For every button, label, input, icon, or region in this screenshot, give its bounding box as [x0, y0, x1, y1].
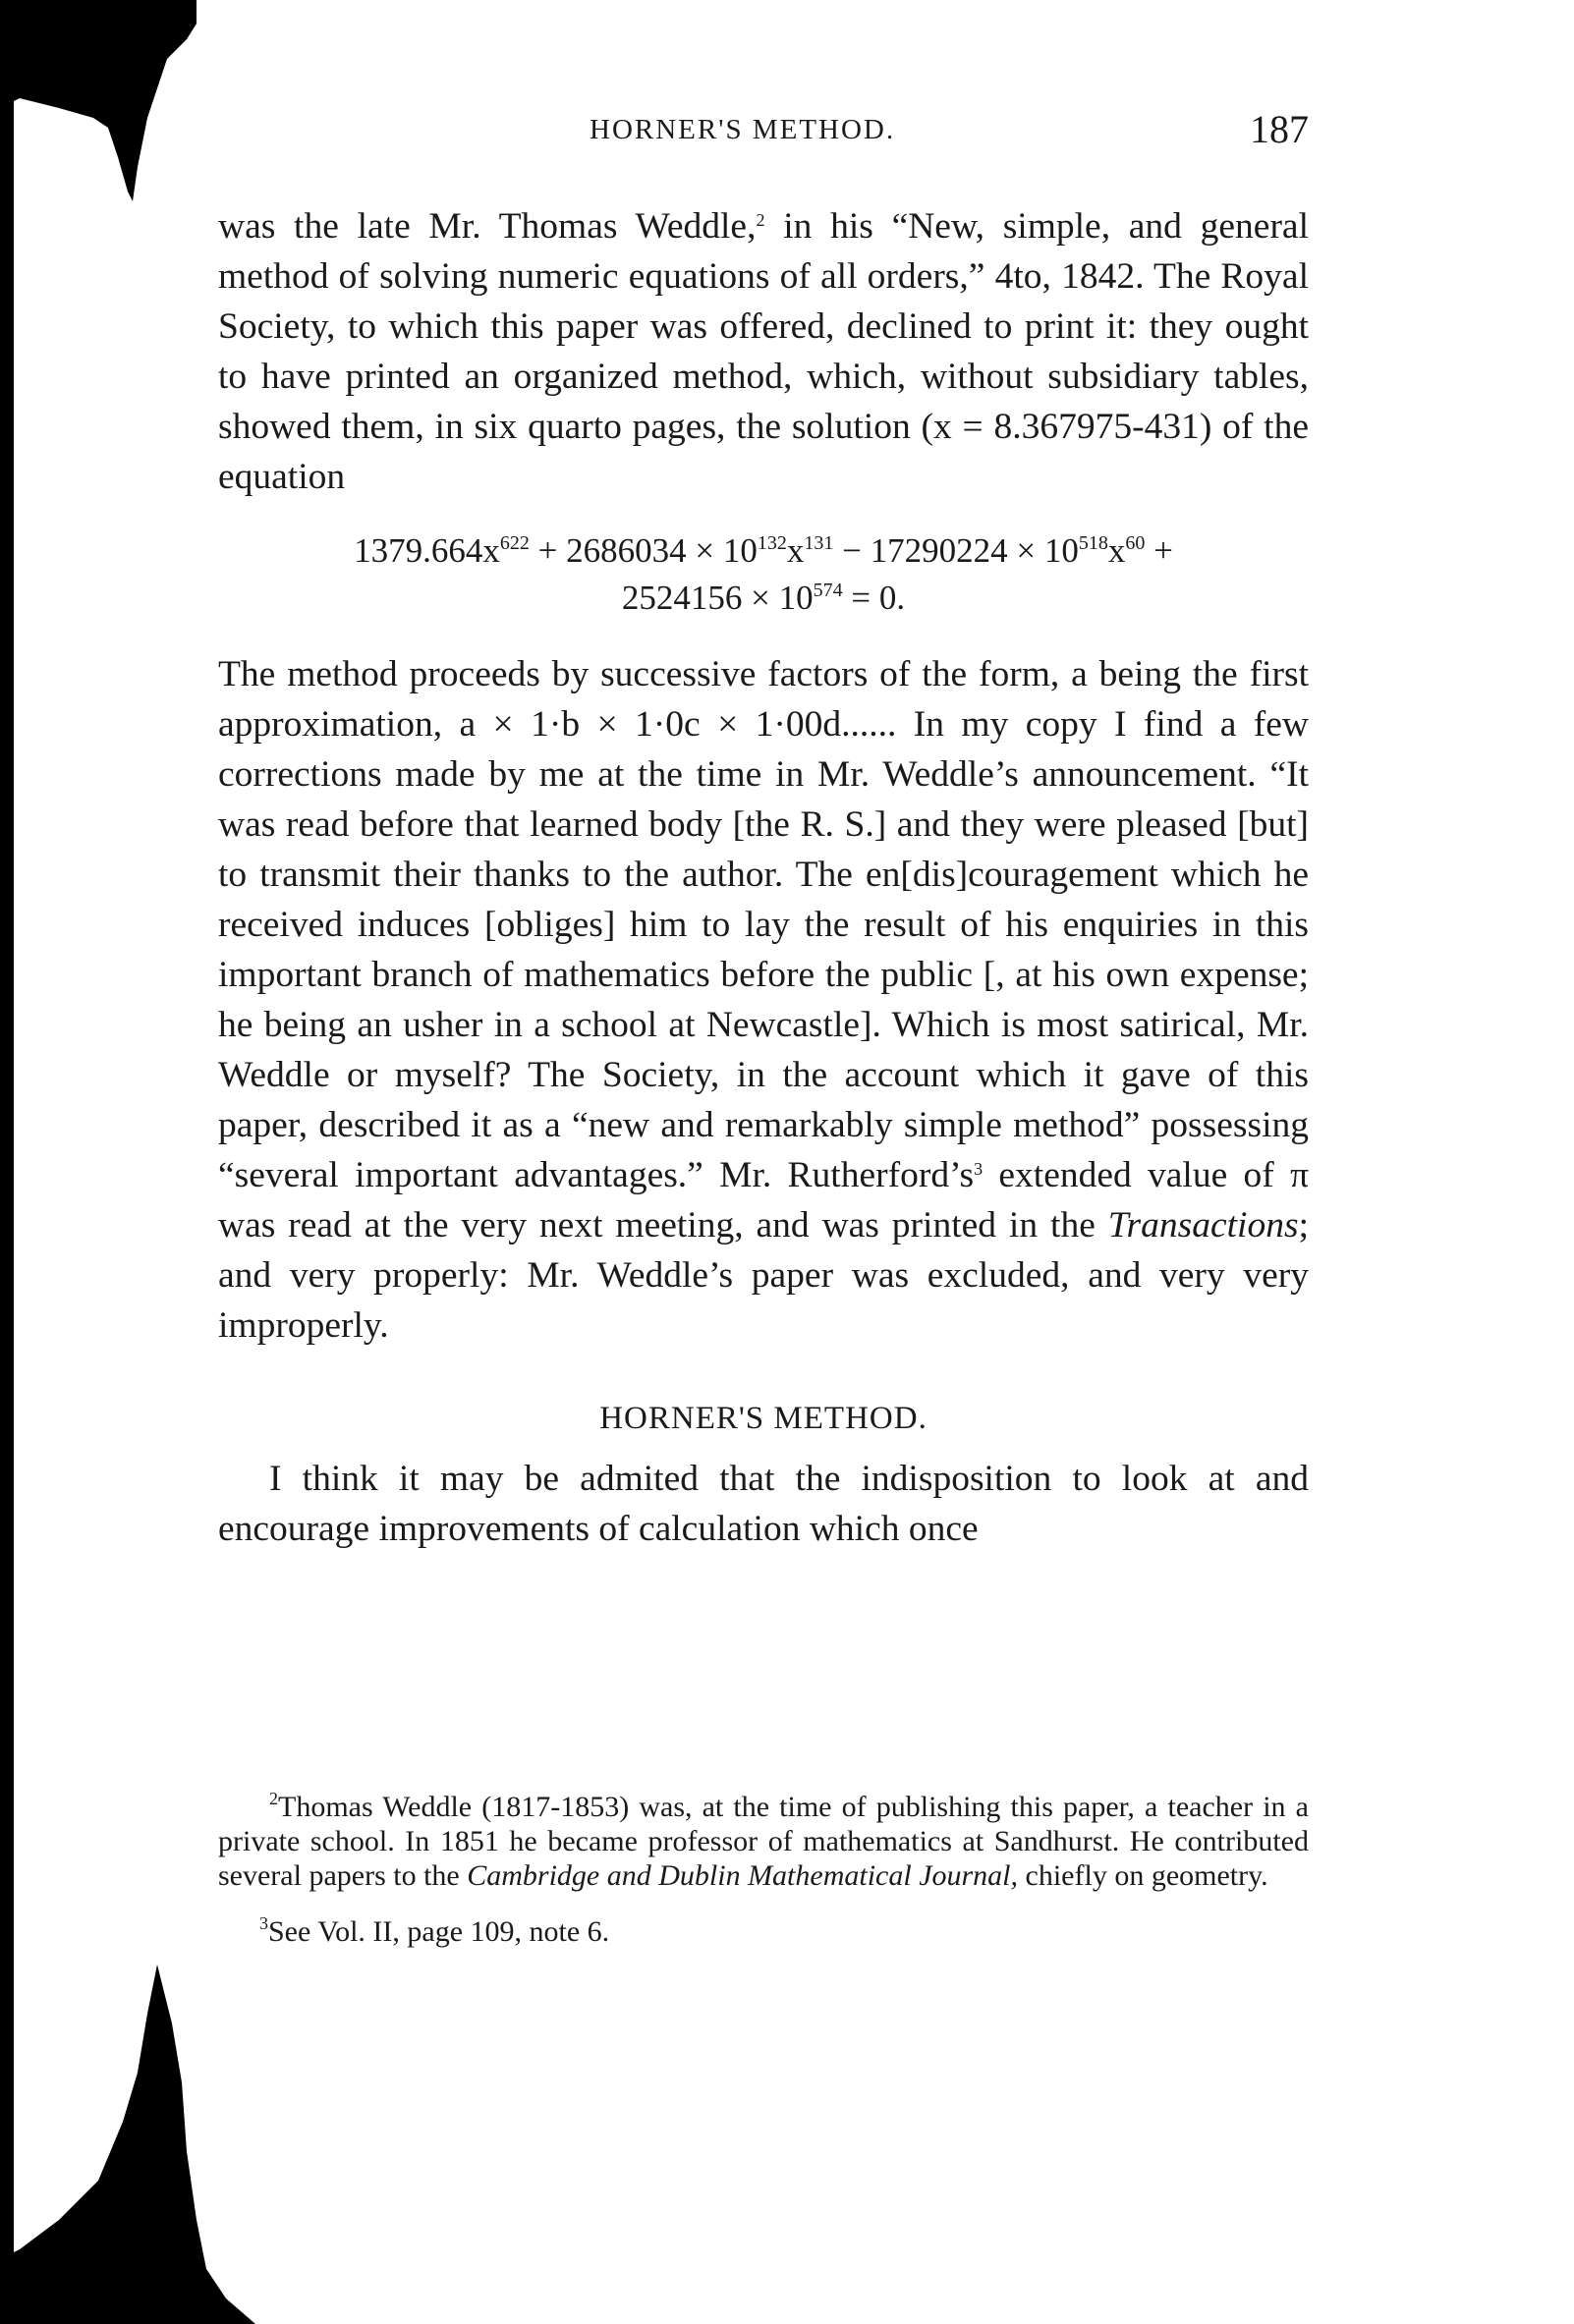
paragraph-text: in his “New, simple, and general method of solving numeric equations of all orders,” 4to, 1842. The Royal Society, to which this paper was offered, declined to print it: they ought to have printed an organized method, which, without subsidiary tables, showed them, in six quarto pages, the solution (x = 8.367975-431) of the equation	[218, 206, 1309, 497]
section-heading: HORNER'S METHOD.	[599, 1401, 928, 1436]
equation-line-1: $1379.664x^{622} + 2686034 \times 10^{132}x^{131} - 17290224 \times 10^{518}x^{60}$ +	[354, 531, 1173, 570]
footnote-mark: 2	[269, 1789, 278, 1808]
paragraph-weddle-intro	[218, 201, 1309, 502]
equation	[218, 527, 1309, 622]
equation-line-2: $2524156 \times 10^{574} = 0$.	[621, 579, 906, 617]
scan-binding-shadow-top	[0, 0, 197, 226]
footnote-ref-3: 3	[974, 1159, 984, 1179]
paragraph-text: was the late Mr. Thomas Weddle,	[218, 206, 757, 247]
page-number: 187	[1250, 107, 1309, 151]
paragraph-method	[218, 649, 1309, 1351]
paragraph-text: ; and very properly: Mr. Weddle’s paper was excluded, and very very improperly.	[218, 1205, 1309, 1346]
page-header	[216, 106, 1309, 165]
italic-transactions: Transactions	[1107, 1205, 1299, 1245]
paragraph-text: extended value of π was read at the very next meeting, and was printed in the	[218, 1155, 1310, 1245]
footnotes	[218, 1790, 1309, 1949]
footnote-3: $^3$See Vol. II, page 109, note 6.	[259, 1913, 610, 1948]
paragraph-horner: I think it may be admited that the indisposition to look at and encourage improvements of calculation which once	[218, 1459, 1309, 1549]
footnote-mark: 3	[259, 1913, 268, 1933]
italic-journal: Cambridge and Dublin Mathematical Journal,	[467, 1859, 1019, 1892]
running-head: HORNER'S METHOD.	[590, 114, 896, 145]
paragraph-text: The method proceeds by successive factors of the form, a being the first approximation, a × 1·b × 1·0c × 1·00d...... In my copy I find a few corrections made by me at the time in Mr. Weddle’s announcement. “It was read before that learned body [the R. S.] and they were pleased [but] to transmit their thanks to the author. The en[dis]couragement which he received induces [obliges] him to lay the result of his enquiries in this important branch of mathematics before the public [, at his own expense; he being an usher in a school at Newcastle]. Which is most satirical, Mr. Weddle or myself? The Society, in the account which it gave of this paper, described it as a “new and remarkably simple method” possessing “several important advantages.” Mr. Rutherford’s	[218, 654, 1309, 1195]
footnote-ref-2: 2	[756, 210, 765, 230]
scan-binding-shadow-bottom	[0, 1925, 255, 2324]
footnote-2: $^2$Thomas Weddle (1817-1853) was, at the time of publishing this paper, a teacher in a private school. In 1851 he became professor of mathematics at Sandhurst. He contributed several papers to the Cambridge and Dublin Mathematical Journal, chiefly on geometry.	[218, 1789, 1309, 1892]
main-text	[218, 201, 1309, 1554]
